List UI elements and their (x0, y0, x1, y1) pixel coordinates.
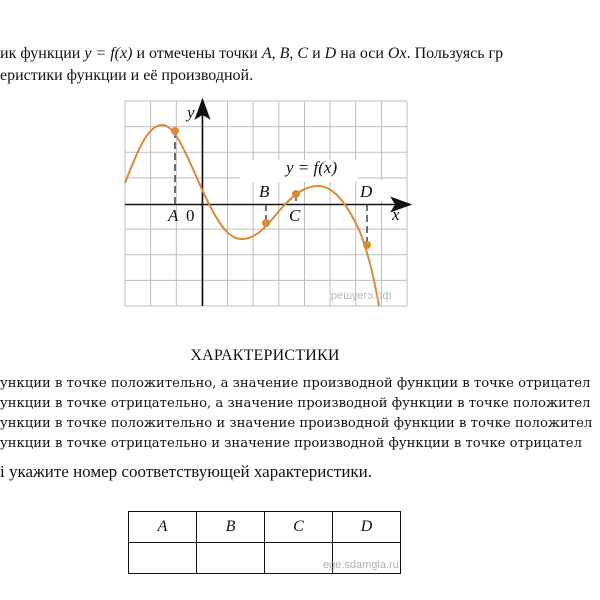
characteristic-4: ункции в точке отрицательно и значение производной функции в точке отрицател (0, 436, 582, 451)
conjunction: и (308, 45, 325, 62)
point-d-label: D (324, 45, 337, 62)
function-notation: y = f(x) (84, 45, 133, 62)
origin-label: 0 (186, 206, 195, 225)
answer-cell-b[interactable] (197, 543, 265, 574)
intro-line-2: еристики функции и её производной. (0, 67, 254, 84)
point-b-label: B (279, 45, 290, 62)
watermark-sdamgia: ege.sdamgia.ru (323, 559, 399, 571)
watermark-reshuege: решуегэ.рф (331, 290, 392, 302)
function-label: y = f(x) (286, 158, 338, 177)
graph-label-a: A (168, 206, 179, 225)
header-cell-a: A (129, 512, 197, 543)
answer-table-header-row (129, 512, 401, 543)
intro-text: ик функции (0, 45, 85, 62)
intro-text: . Пользуясь гр (406, 45, 504, 62)
intro-text: на оси (336, 45, 388, 62)
header-cell-d: D (333, 512, 401, 543)
separator: , (289, 45, 298, 62)
point-a-label: A (261, 45, 272, 62)
point-a-dot (171, 127, 179, 135)
axis-name: Ox (387, 45, 407, 62)
y-axis-label: y (187, 103, 195, 122)
point-b-dot (262, 219, 270, 227)
grid (125, 101, 407, 306)
axes (125, 100, 410, 306)
graph-label-b: B (259, 182, 270, 201)
instruction-text: і укажите номер соответствующей характеристики. (0, 462, 373, 481)
dashed-guides (175, 131, 367, 245)
characteristics-heading: ХАРАКТЕРИСТИКИ (190, 347, 340, 364)
graph-label-c: C (289, 206, 301, 225)
x-axis-label: x (392, 205, 400, 224)
characteristic-3: ункции в точке положительно и значение производной функции в точке положител (0, 416, 593, 431)
answer-cell-a[interactable] (129, 543, 197, 574)
header-cell-b: B (197, 512, 265, 543)
header-cell-c: C (265, 512, 333, 543)
graph-label-d: D (360, 182, 373, 201)
point-c-label: C (297, 45, 309, 62)
separator: , (271, 45, 280, 62)
point-c-dot (292, 190, 300, 198)
point-d-dot (363, 241, 371, 249)
characteristic-1: ункции в точке положительно, а значение производной функции в точке отрицател (0, 376, 591, 391)
intro-text: и отмечены точки (132, 45, 262, 62)
characteristic-2: ункции в точке отрицательно, а значение производной функции в точке положител (0, 396, 591, 411)
